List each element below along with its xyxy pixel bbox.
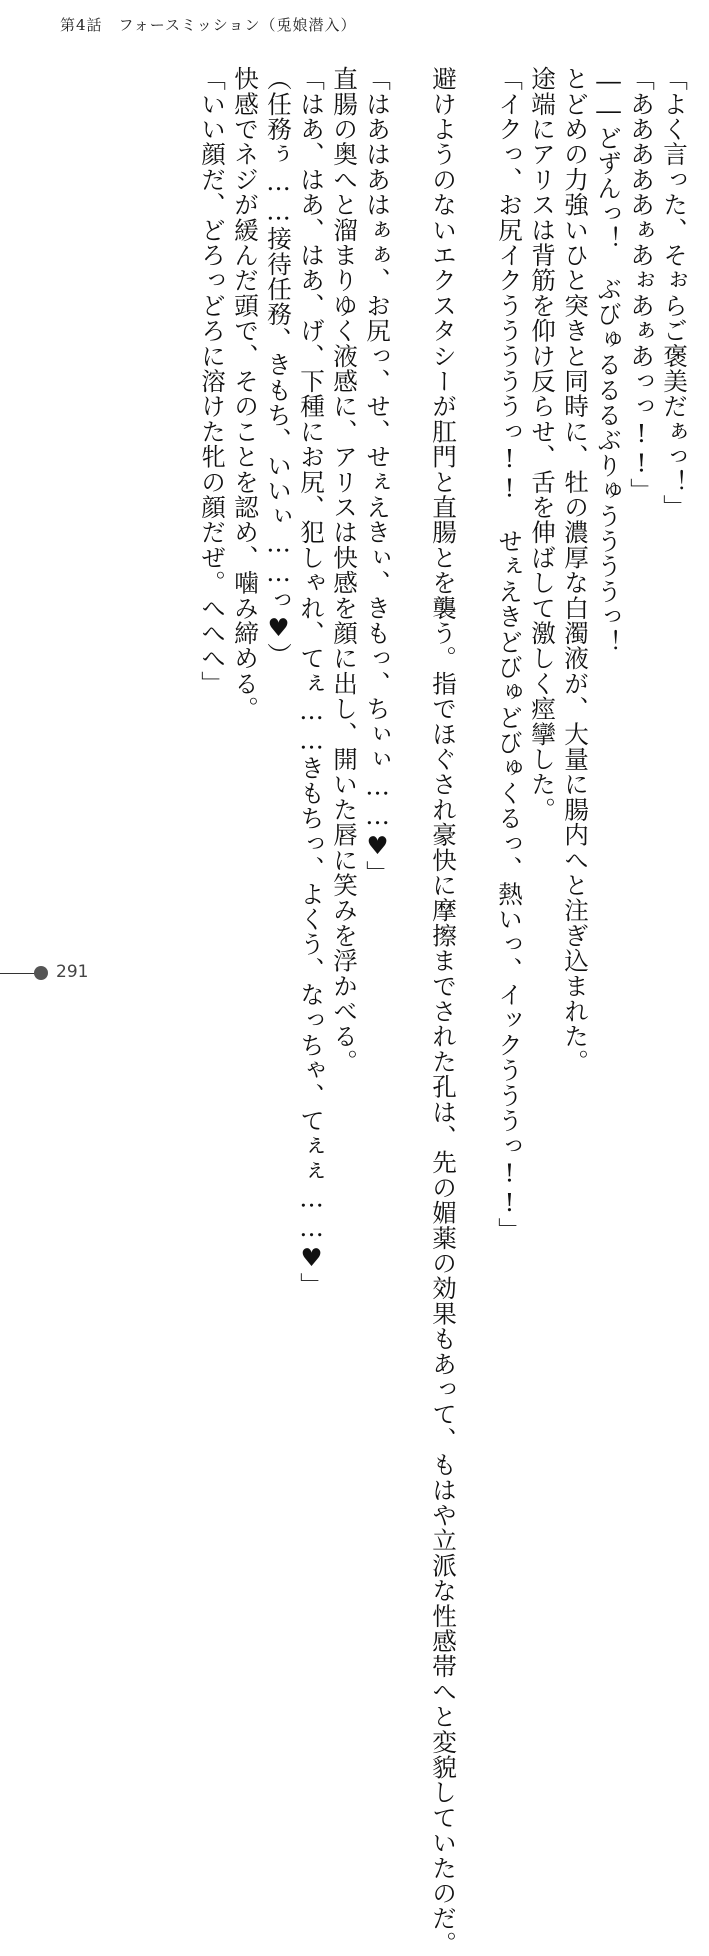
page-number: 291 <box>56 962 89 982</box>
text-column: 「あああああぁあぉあぁあっっ!!」 <box>627 66 656 504</box>
text-column: とどめの力強いひと突きと同時に、牡の濃厚な白濁液が、大量に腸内へと注ぎ込まれた。 <box>561 66 590 1074</box>
text-column <box>393 66 427 956</box>
text-column: 「いい顔だ、どろっどろに溶けた牝の顔だぜ。へへへ」 <box>198 66 227 696</box>
text-column: （任務ぅ……接待任務、きもち、いいぃ……っ♥） <box>264 66 293 668</box>
text-column: 避けようのないエクスタシーが肛門と直腸とを襲う。指でほぐされ豪快に摩擦までされた孔は、先の媚薬の効果もあって、もはや立派な性感帯へと変貌していたのだ。 <box>429 66 458 1956</box>
text-column <box>459 66 493 956</box>
text-column: 「イクっ、お尻イクうううううっ!! せぇえきどびゅどびゅくるっ、熱いっ、イックうううっ!!」 <box>495 66 524 1243</box>
footer-bullet-icon <box>34 966 48 980</box>
text-column: 直腸の奥へと溜まりゆく液感に、アリスは快感を顔に出し、開いた唇に笑みを浮かべる。 <box>330 66 359 1074</box>
text-column: 快感でネジが緩んだ頭で、そのことを認め、噛み締める。 <box>231 66 260 722</box>
text-column: 「はあ、はあ、はあ、げ、下種にお尻、犯しゃれ、てぇ……きもちっ、よくう、なっちゃ、てぇぇ……♥」 <box>297 66 326 1298</box>
text-column: 「はあはあはぁぁ、お尻っ、せ、せぇえきぃ、きもっ、ちぃぃ……♥」 <box>363 66 392 886</box>
text-column: ――どずんっ！ ぶびゅるるるぶりゅううううっ！ <box>594 66 623 655</box>
chapter-header: 第4話 フォースミッション（兎娘潜入） <box>60 16 357 34</box>
text-column: 途端にアリスは背筋を仰け反らせ、舌を伸ばして激しく痙攣した。 <box>528 66 557 822</box>
text-column: 「よく言った、そぉらご褒美だぁっ！」 <box>660 66 689 520</box>
footer-rule <box>0 973 36 974</box>
